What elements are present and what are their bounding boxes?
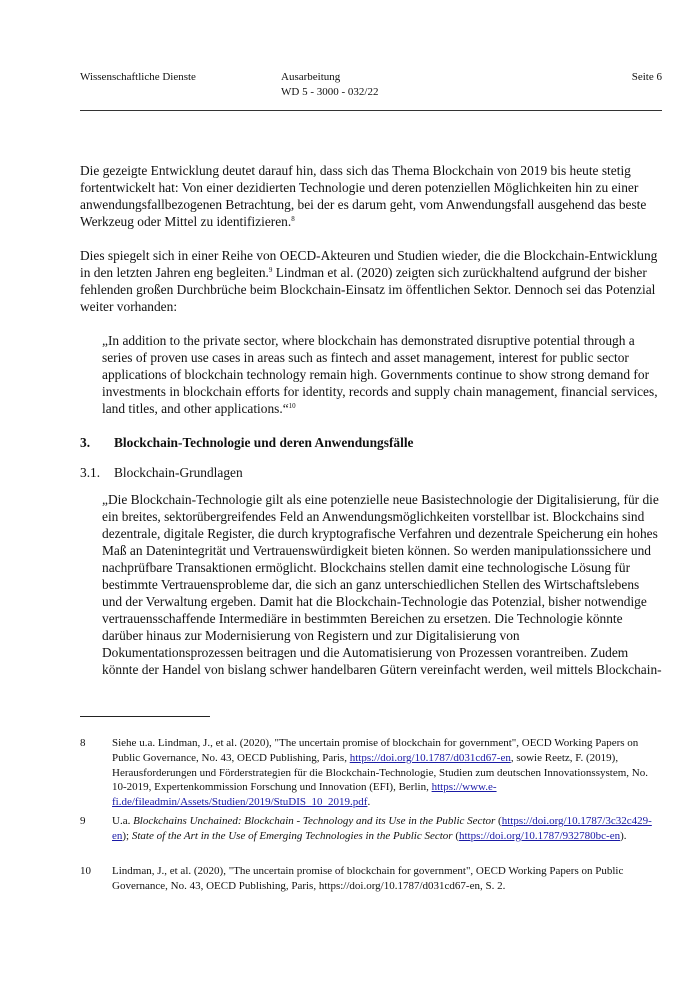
subsection-title: Blockchain-Grundlagen <box>114 465 243 480</box>
footnote-number: 10 <box>80 865 91 877</box>
header-doc-kind: Ausarbeitung <box>281 71 341 83</box>
doi-link-emerging-tech[interactable]: https://doi.org/10.1787/932780bc-en <box>458 829 621 842</box>
quote-oecd <box>102 332 662 417</box>
header-doc-number: WD 5 - 3000 - 032/22 <box>281 86 379 98</box>
footnote-8-text-3: . <box>367 796 371 809</box>
header-page-number: Seite 6 <box>631 71 662 83</box>
footnote-text: Lindman, J., et al. (2020), "The uncertain promise of blockchain for government", OECD Working Papers on Public Governance, No. 43, OECD Publishing, Paris, https://doi.org/10.1787/d031cd67-en, S. 2. <box>112 865 624 892</box>
subsection-number: 3.1. <box>80 465 101 480</box>
page-header <box>80 70 662 110</box>
quote-oecd-text: „In addition to the private sector, where blockchain has demonstrated disruptive potential through a series of proven use cases in areas such as fintech and asset management, interest for public sector applications of blockchain technology remain high. Governments continue to show strong demand for investments in blockchain efforts for identity, records and supply chain management, financial services, land titles, and other applications.“ <box>102 333 658 416</box>
paragraph-2-text-b: Lindman et al. (2020) zeigten sich zurückhaltend aufgrund der bisher fehlenden großen Durchbrüche beim Blockchain-Einsatz im öffentlichen Sektor. Dennoch sei das Potenzial weiter vorhanden: <box>80 265 656 314</box>
efi-study-link[interactable]: https://www.e-fi.de/fileadmin/Assets/Studien/2019/StuDIS_10_2019.pdf <box>112 781 497 809</box>
footnote-9-title-1: Blockchains Unchained: Blockchain - Technology and its Use in the Public Sector <box>133 815 496 827</box>
footnote-divider <box>80 716 210 717</box>
section-heading-3 <box>80 434 662 451</box>
header-document-type <box>281 70 378 100</box>
paragraph-1 <box>80 162 662 230</box>
section-number: 3. <box>80 435 91 450</box>
header-divider <box>80 110 662 111</box>
paragraph-2 <box>80 247 662 315</box>
paragraph-2-text-a: Dies spiegelt sich in einer Reihe von OECD-Akteuren und Studien wieder, die die Blockchain-Entwicklung in den letzten Jahren eng begleiten. <box>80 248 658 280</box>
footnote-8 <box>80 736 662 810</box>
footnote-8-text-2: , sowie Reetz, F. (2019), Herausforderungen und Förderstrategien für die Blockchain-Technologie, Studien zum deutschen Innovationssystem, No. 10-2019, Expertenkommission Forschung und Innovation (EFI), Berlin, <box>112 751 648 794</box>
footnote-9-text-4: ( <box>452 829 459 842</box>
footnote-number: 8 <box>80 737 86 749</box>
paragraph-1-text: Die gezeigte Entwicklung deutet darauf hin, dass sich das Thema Blockchain von 2019 bis heute stetig fortentwickelt hat: Von einer dezidierten Technologie und deren potenziellen Möglichkeiten hin zu einer anwendungsfallbezogenen Betrachtung, bei der es darum geht, vom Anwendungsfall ausgehend das beste Werkzeug oder Mittel zu identifizieren. <box>80 163 647 229</box>
footnote-9-text-1: U.a. <box>112 815 134 827</box>
footnote-text <box>112 736 662 810</box>
footnote-8-text-1: Siehe u.a. Lindman, J., et al. (2020), "The uncertain promise of blockchain for government", OECD Working Papers on Public Governance, No. 43, OECD Publishing, Paris, <box>112 737 639 764</box>
quote-blockchain-basics: „Die Blockchain-Technologie gilt als eine potenzielle neue Basistechnologie der Digitalisierung, für die ein breites, sektorübergreifendes Feld an Anwendungsmöglichkeiten vorstellbar ist. Blockchains sind dezentrale, digitale Register, die durch kryptografische Verfahren und dezentrale Speicherung ein hohes Maß an Datenintegrität und Vertrauenswürdigkeit bieten können. So werden manipulationssichere und nachprüfbare Transaktionen ermöglicht. Blockchains stellen damit eine technologische Lösung für bestimmte Vertrauensprobleme dar, die sich an ganz unterschiedlichen Stellen des Wirtschaftslebens und der Verwaltung ergeben. Damit hat die Blockchain-Technologie das Potenzial, bisher notwendige vertrauensschaffende Intermediäre in bestimmten Bereichen zu ersetzen. Die Technologie könnte darüber hinaus zur Modernisierung von Registern und zur Digitalisierung von Dokumentationsprozessen beitragen und die Automatisierung von Prozessen vorantreiben. Zudem könnte der Handel von bislang schwer handelbaren Gütern vereinfacht werden, weil mittels Blockchain- <box>102 492 662 677</box>
footnote-9-text-2: ( <box>495 815 502 827</box>
footnote-ref-10[interactable]: 10 <box>288 402 296 410</box>
doi-link-blockchains-unchained[interactable]: https://doi.org/10.1787/3c32c429-en <box>112 815 652 842</box>
footnote-9-text-5: ). <box>620 829 627 842</box>
header-institution: Wissenschaftliche Dienste <box>80 71 196 83</box>
footnote-text <box>112 814 662 844</box>
main-text <box>80 162 662 678</box>
doi-link-lindman[interactable]: https://doi.org/10.1787/d031cd67-en <box>349 751 511 764</box>
footnote-10 <box>80 864 662 894</box>
footnote-ref-9[interactable]: 9 <box>268 266 273 274</box>
section-title: Blockchain-Technologie und deren Anwendungsfälle <box>114 435 414 450</box>
footnote-number: 9 <box>80 815 86 827</box>
footnote-9-title-2: State of the Art in the Use of Emerging Technologies in the Public Sector <box>131 829 453 842</box>
footnote-ref-8[interactable]: 8 <box>291 215 295 223</box>
subsection-heading-3-1 <box>80 464 662 481</box>
footnote-9 <box>80 814 662 844</box>
footnote-9-text-3: ); <box>122 829 132 842</box>
